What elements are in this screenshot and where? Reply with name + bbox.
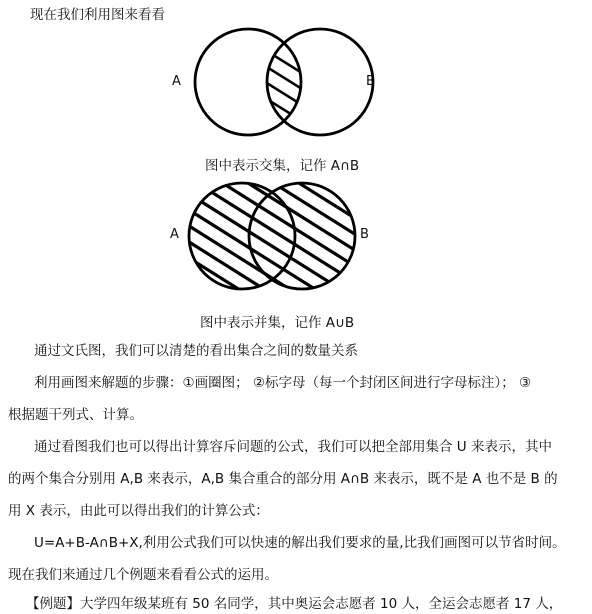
paragraph-line-1: 通过文氏图，我们可以清楚的看出集合之间的数量关系 [34,343,358,359]
union-hatch [170,70,380,378]
paragraph-line-5: 的两个集合分别用 A,B 来表示，A,B 集合重合的部分用 A∩B 来表示，既不是 A 也不是 B 的 [8,471,558,487]
union-caption: 图中表示并集，记作 A∪B [200,315,355,331]
circle-b [249,183,355,289]
set-b-label: B [366,74,375,89]
paragraph-line-3: 根据题干列式、计算。 [8,407,143,423]
set-b-label: B [360,227,369,242]
example-line: 【例题】大学四年级某班有 50 名同学，其中奥运会志愿者 10 人，全运会志愿者 17 人， [26,596,563,612]
paragraph-line-4: 通过看图我们也可以得出计算容斥问题的公式，我们可以把全部用集合 U 来表示，其中 [34,439,552,455]
intro-text: 现在我们利用图来看看 [30,7,165,23]
paragraph-line-2: 利用画图来解题的步骤：①画圈图； ②标字母（每一个封闭区间进行字母标注）； ③ [34,375,532,391]
set-a-label: A [172,74,181,89]
paragraph-line-8: 现在我们来通过几个例题来看看公式的运用。 [8,567,278,583]
formula-line: U=A+B-A∩B+X,利用公式我们可以快速的解出我们要求的量,比我们画图可以节省时间。 [34,535,566,551]
paragraph-line-6: 用 X 表示，由此可以得出我们的计算公式： [8,503,269,519]
set-a-label: A [170,227,179,242]
intersection-caption: 图中表示交集，记作 A∩B [205,158,360,174]
